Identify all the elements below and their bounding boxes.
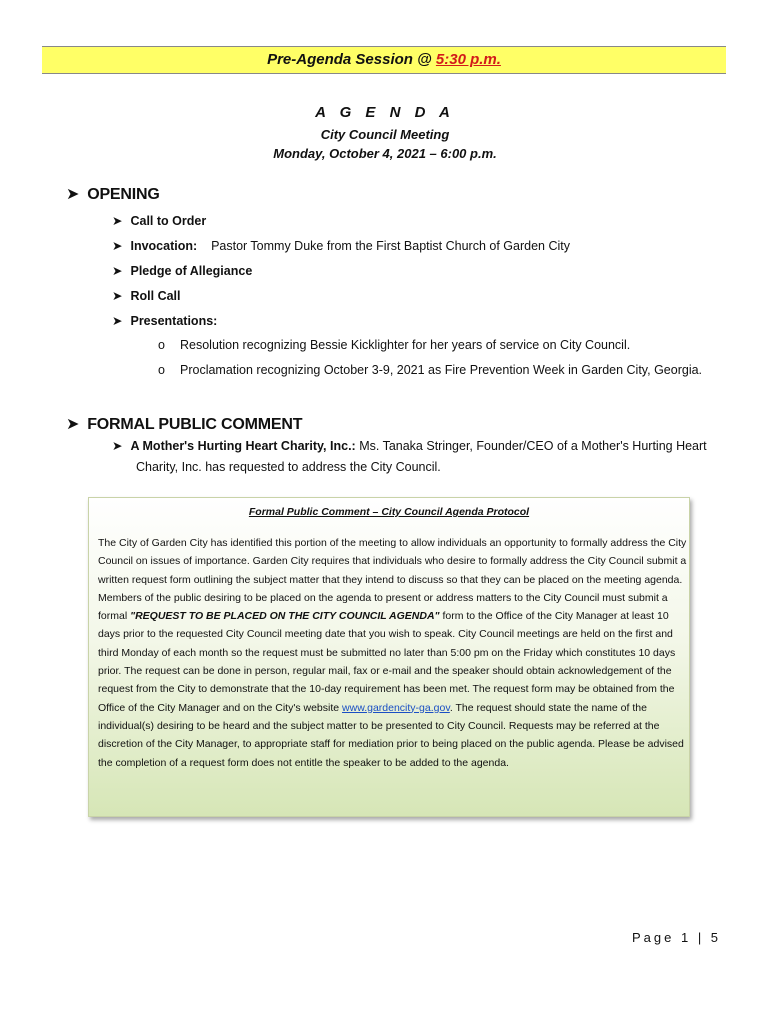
agenda-title: A G E N D A xyxy=(315,104,455,121)
arrow-bullet-icon: ➤ xyxy=(66,416,80,433)
item-label: Roll Call xyxy=(130,289,181,303)
protocol-box xyxy=(88,497,690,817)
meeting-date: Monday, October 4, 2021 – 6:00 p.m. xyxy=(273,146,497,161)
arrow-bullet-icon: ➤ xyxy=(112,214,123,228)
item-label: Pledge of Allegiance xyxy=(130,264,253,278)
section-public-comment-title: FORMAL PUBLIC COMMENT xyxy=(87,416,303,433)
arrow-bullet-icon: ➤ xyxy=(112,314,123,328)
protocol-text: The City of Garden City has identified this portion of the meeting to allow individuals an opportunity to formally address the City Council on issues of importance. Garden City requires that individuals who desire to formally address the City Council submit a written request form outlining the subject matter that they intend to discuss so that they can be placed on the meeting agenda. Members of the public desiring to be placed on the agenda to present or address matters to the City Council must submit a formal xyxy=(98,537,687,623)
item-label: Presentations: xyxy=(130,314,218,328)
item-label: A Mother's Hurting Heart Charity, Inc.: xyxy=(130,439,356,453)
section-opening xyxy=(66,184,160,204)
item-invocation xyxy=(112,238,570,253)
section-opening-title: OPENING xyxy=(87,186,160,203)
presentation-text: Proclamation recognizing October 3-9, 2021 as Fire Prevention Week in Garden City, Georgia. xyxy=(180,363,703,377)
item-pledge xyxy=(112,263,252,278)
item-label: Call to Order xyxy=(130,214,207,228)
item-roll-call xyxy=(112,288,181,303)
pre-agenda-banner xyxy=(42,46,726,74)
section-public-comment xyxy=(66,414,302,434)
meeting-name: City Council Meeting xyxy=(320,127,450,142)
arrow-bullet-icon: ➤ xyxy=(112,439,123,453)
arrow-bullet-icon: ➤ xyxy=(66,186,80,203)
item-text: Pastor Tommy Duke from the First Baptist Church of Garden City xyxy=(211,239,570,253)
arrow-bullet-icon: ➤ xyxy=(112,264,123,278)
presentation-item xyxy=(158,338,630,352)
page-number: Page 1 | 5 xyxy=(632,930,722,945)
item-call-to-order xyxy=(112,213,206,228)
banner-time: 5:30 p.m. xyxy=(435,51,501,68)
arrow-bullet-icon: ➤ xyxy=(112,239,123,253)
circle-bullet-icon: o xyxy=(158,363,165,377)
arrow-bullet-icon: ➤ xyxy=(112,289,123,303)
item-label: Invocation: xyxy=(130,239,198,253)
protocol-emphasis: "REQUEST TO BE PLACED ON THE CITY COUNCIL AGENDA" xyxy=(130,610,440,623)
protocol-text: form to the Office of the City Manager at least 10 days prior to the requested City Council meeting date that you wish to speak. City Council meetings are held on the first and third Monday of each month so the request must be submitted no later than 5:00 pm on the Friday which constitutes 10 days prior. The request can be done in person, regular mail, fax or e-mail and the speaker should obtain acknowledgement of the request from the City to demonstrate that the 10-day requirement has been met. The request form may be obtained from the Office of the City Manager and on the City's website xyxy=(98,610,676,714)
presentation-item xyxy=(158,363,702,377)
item-text: Ms. Tanaka Stringer, Founder/CEO of a Mother's Hurting Heart Charity, Inc. has requested to address the City Council. xyxy=(136,439,707,474)
item-public-comment xyxy=(112,436,751,478)
protocol-text: . The request should state the name of the individual(s) desiring to be heard and the subject matter to be presented to City Council. Requests may be referred at the discretion of the City Manager, to appropriate staff for mediation prior to being placed on the public agenda. Please be advised the completion of a request form does not entitle the speaker to be added to the agenda. xyxy=(98,701,684,769)
presentation-text: Resolution recognizing Bessie Kicklighter for her years of service on City Council. xyxy=(180,338,631,352)
circle-bullet-icon: o xyxy=(158,338,165,352)
website-link[interactable]: www.gardencity-ga.gov xyxy=(342,701,450,714)
protocol-title: Formal Public Comment – City Council Agenda Protocol xyxy=(248,506,530,518)
banner-prefix: Pre-Agenda Session @ xyxy=(267,51,436,68)
item-presentations xyxy=(112,313,217,328)
protocol-body xyxy=(98,534,688,772)
